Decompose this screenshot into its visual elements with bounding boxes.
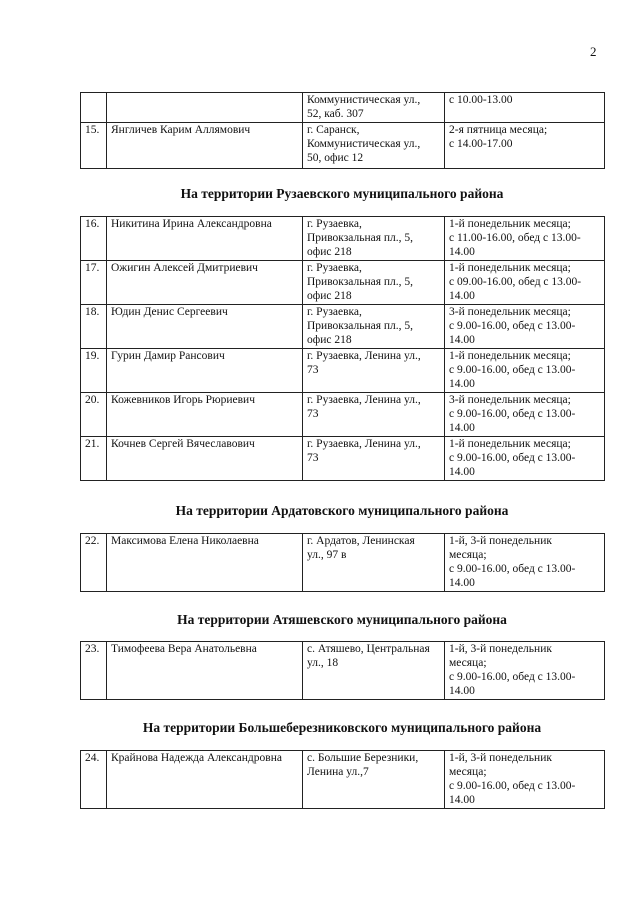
address: г. Рузаевка, Привокзальная пл., 5, офис 218 [303,261,445,305]
row-number: 16. [81,217,107,261]
address: г. Саранск, Коммунистическая ул., 50, офис 12 [303,123,445,169]
address: с. Атяшево, Центральная ул., 18 [303,642,445,700]
table-ardatov [80,533,605,592]
table-row [81,349,605,393]
person-name: Кожевников Игорь Рюриевич [107,393,303,437]
schedule: 3-й понедельник месяца; с 9.00-16.00, обед с 13.00- 14.00 [445,305,605,349]
person-name: Юдин Денис Сергеевич [107,305,303,349]
section-title-ardatov: На территории Ардатовского муниципального района [175,503,509,518]
person-name: Кочнев Сергей Вячеславович [107,437,303,481]
schedule: 1-й понедельник месяца; с 9.00-16.00, обед с 13.00- 14.00 [445,437,605,481]
page-number: 2 [590,44,597,59]
table-row [81,437,605,481]
table-top [80,92,605,169]
row-number: 22. [81,534,107,592]
schedule: 1-й понедельник месяца; с 9.00-16.00, обед с 13.00- 14.00 [445,349,605,393]
table-row [81,123,605,169]
section-title-atyashevo: На территории Атяшевского муниципального района [177,612,507,627]
row-number: 17. [81,261,107,305]
schedule: с 10.00-13.00 [445,93,605,123]
table-bberezniki [80,750,605,809]
address: с. Большие Березники, Ленина ул.,7 [303,751,445,809]
schedule: 1-й, 3-й понедельник месяца; с 9.00-16.00, обед с 13.00- 14.00 [445,642,605,700]
person-name: Максимова Елена Николаевна [107,534,303,592]
schedule: 1-й понедельник месяца; с 09.00-16.00, обед с 13.00- 14.00 [445,261,605,305]
person-name: Янгличев Карим Аллямович [107,123,303,169]
address: г. Рузаевка, Ленина ул., 73 [303,437,445,481]
address: г. Ардатов, Ленинская ул., 97 в [303,534,445,592]
table-row [81,751,605,809]
schedule: 1-й, 3-й понедельник месяца; с 9.00-16.00, обед с 13.00- 14.00 [445,751,605,809]
schedule: 2-я пятница месяца; с 14.00-17.00 [445,123,605,169]
person-name: Ожигин Алексей Дмитриевич [107,261,303,305]
schedule: 1-й, 3-й понедельник месяца; с 9.00-16.00, обед с 13.00- 14.00 [445,534,605,592]
row-number: 20. [81,393,107,437]
table-row [81,217,605,261]
table-row [81,261,605,305]
address: г. Рузаевка, Привокзальная пл., 5, офис 218 [303,305,445,349]
person-name: Тимофеева Вера Анатольевна [107,642,303,700]
address: г. Рузаевка, Ленина ул., 73 [303,393,445,437]
address: г. Рузаевка, Ленина ул., 73 [303,349,445,393]
section-title-bberezniki: На территории Большеберезниковского муниципального района [142,720,542,735]
section-title-ruzaevka: На территории Рузаевского муниципального района [180,186,504,201]
row-number: 21. [81,437,107,481]
table-atyashevo [80,641,605,700]
person-name: Гурин Дамир Рансович [107,349,303,393]
row-number: 18. [81,305,107,349]
row-number: 19. [81,349,107,393]
row-number: 24. [81,751,107,809]
person-name: Никитина Ирина Александровна [107,217,303,261]
table-row [81,393,605,437]
table-row [81,642,605,700]
row-number: 15. [81,123,107,169]
address: г. Рузаевка, Привокзальная пл., 5, офис 218 [303,217,445,261]
person-name: Крайнова Надежда Александровна [107,751,303,809]
table-ruzaevka [80,216,605,481]
row-number [81,93,107,123]
row-number: 23. [81,642,107,700]
person-name [107,93,303,123]
schedule: 3-й понедельник месяца; с 9.00-16.00, обед с 13.00- 14.00 [445,393,605,437]
table-row [81,305,605,349]
table-row [81,93,605,123]
schedule: 1-й понедельник месяца; с 11.00-16.00, обед с 13.00- 14.00 [445,217,605,261]
address: Коммунистическая ул., 52, каб. 307 [303,93,445,123]
table-row [81,534,605,592]
